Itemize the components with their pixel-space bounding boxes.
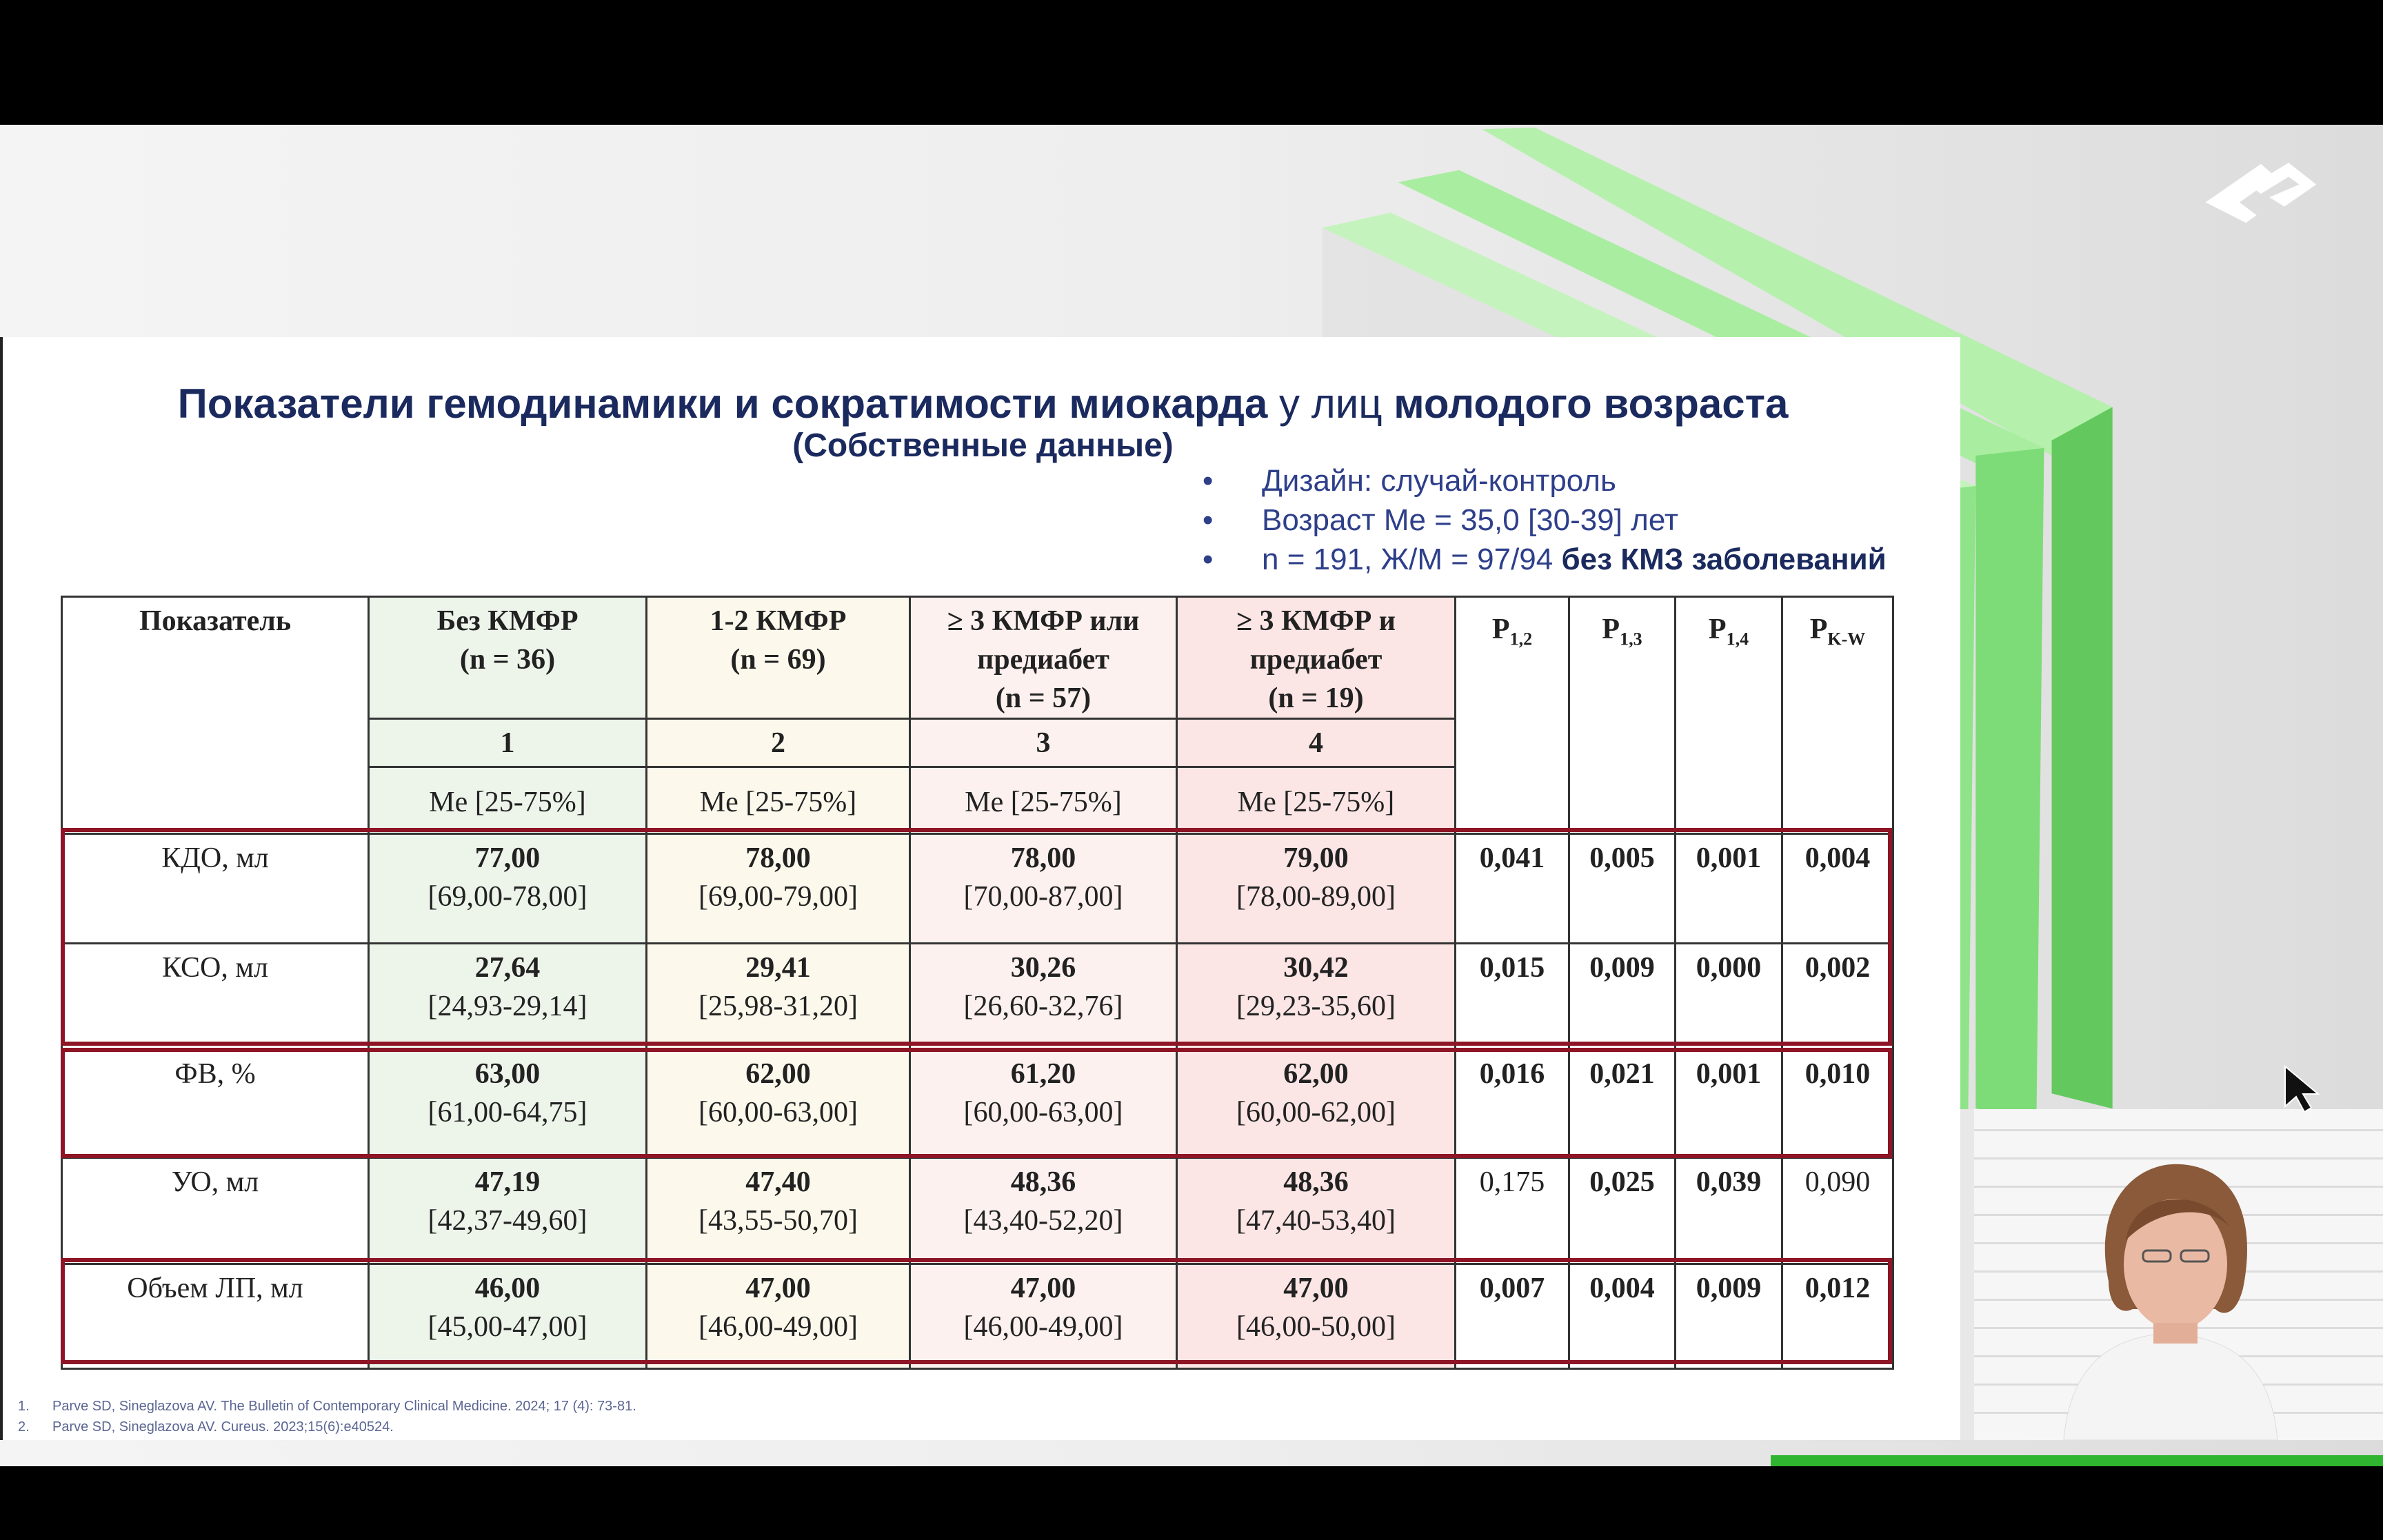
value-cell: [369, 834, 647, 944]
p-subscript: 1,3: [1620, 629, 1642, 649]
value-cell: [910, 834, 1177, 944]
slide-subtitle: (Собственные данные): [792, 427, 1174, 464]
median-value: 27,64: [474, 952, 541, 984]
stat-label: Me [25-75%]: [1177, 767, 1456, 834]
iqr-value: [42,37-49,60]: [428, 1205, 587, 1237]
group-name: ≥ 3 КМФР или предиабет: [947, 605, 1140, 676]
p-value-cell: 0,009: [1676, 1264, 1782, 1369]
table-row: [62, 1158, 1893, 1264]
header-group: [1177, 597, 1456, 719]
results-table: [61, 596, 1894, 1370]
median-value: 47,00: [1283, 1273, 1349, 1304]
iqr-value: [60,00-63,00]: [963, 1097, 1123, 1128]
table-row: [62, 1050, 1893, 1158]
median-value: 30,42: [1283, 952, 1349, 984]
row-label: ФВ, %: [62, 1050, 369, 1158]
p-symbol: P: [1491, 614, 1510, 645]
median-value: 78,00: [1010, 842, 1076, 874]
iqr-value: [61,00-64,75]: [428, 1097, 587, 1128]
value-cell: [647, 1158, 910, 1264]
header-group: [647, 597, 910, 719]
bullet-bold-text: без КМЗ заболеваний: [1561, 543, 1887, 576]
results-table-container: [61, 596, 1892, 1363]
iqr-value: [46,00-49,00]: [698, 1311, 858, 1343]
bullet-item: [1203, 500, 1887, 540]
title-part: молодого возраста: [1394, 381, 1789, 427]
iqr-value: [25,98-31,20]: [698, 991, 858, 1022]
iqr-value: [70,00-87,00]: [963, 881, 1123, 913]
value-cell: [369, 1264, 647, 1369]
row-label: УО, мл: [62, 1158, 369, 1264]
median-value: 62,00: [745, 1058, 811, 1090]
median-value: 78,00: [745, 842, 811, 874]
iqr-value: [46,00-50,00]: [1236, 1311, 1396, 1343]
row-label: КСО, мл: [62, 944, 369, 1050]
footnote-text: Parve SD, Sineglazova AV. The Bulletin of Contemporary Clinical Medicine. 2024; 17 (4): 73-81.: [52, 1399, 636, 1414]
iqr-value: [29,23-35,60]: [1236, 991, 1396, 1022]
value-cell: [647, 1050, 910, 1158]
p-value-cell: 0,021: [1569, 1050, 1676, 1158]
speaker-webcam: [1960, 1109, 2383, 1440]
group-name: 1-2 КМФР: [710, 605, 847, 637]
progress-accent-bar: [1771, 1455, 2383, 1466]
table-row: [62, 944, 1893, 1050]
bullet-text: Дизайн: случай-контроль: [1262, 464, 1616, 498]
group-name: ≥ 3 КМФР и предиабет: [1236, 605, 1396, 676]
median-value: 77,00: [474, 842, 541, 874]
footnote-number: 1.: [18, 1399, 30, 1414]
stat-label: Me [25-75%]: [647, 767, 910, 834]
p-value-cell: 0,002: [1782, 944, 1893, 1050]
median-value: 63,00: [474, 1058, 541, 1090]
header-p-value: [1569, 597, 1676, 834]
bottom-black-bar: [0, 1466, 2383, 1540]
p-subscript: K-W: [1827, 629, 1866, 649]
mouse-cursor-icon: [2284, 1065, 2325, 1113]
p-value-cell: 0,004: [1782, 834, 1893, 944]
footnote: [18, 1419, 394, 1435]
footnote: [18, 1399, 636, 1415]
median-value: 61,20: [1010, 1058, 1076, 1090]
group-n: (n = 19): [1268, 682, 1364, 714]
iqr-value: [60,00-63,00]: [698, 1097, 858, 1128]
header-row: [62, 597, 1893, 719]
bullet-text: Возраст Me = 35,0 [30-39] лет: [1262, 503, 1678, 537]
stat-label: Me [25-75%]: [369, 767, 647, 834]
header-p-value: [1676, 597, 1782, 834]
iqr-value: [69,00-79,00]: [698, 881, 858, 913]
speaker-video-icon: [1960, 1109, 2383, 1440]
iqr-value: [69,00-78,00]: [428, 881, 587, 913]
company-logo-icon: [2193, 145, 2344, 234]
p-value-cell: 0,001: [1676, 834, 1782, 944]
iqr-value: [46,00-49,00]: [963, 1311, 1123, 1343]
p-value-cell: 0,005: [1569, 834, 1676, 944]
p-subscript: 1,2: [1509, 629, 1533, 649]
group-n: (n = 69): [730, 644, 826, 676]
group-number: 4: [1177, 719, 1456, 767]
value-cell: [1177, 834, 1456, 944]
p-value-cell: 0,000: [1676, 944, 1782, 1050]
row-label: КДО, мл: [62, 834, 369, 944]
value-cell: [910, 944, 1177, 1050]
title-part: Показатели гемодинамики и сократимости миокарда: [177, 381, 1268, 427]
header-group: [910, 597, 1177, 719]
header-p-value: [1456, 597, 1569, 834]
p-value-cell: 0,012: [1782, 1264, 1893, 1369]
median-value: 79,00: [1283, 842, 1349, 874]
value-cell: [647, 834, 910, 944]
iqr-value: [43,40-52,20]: [963, 1205, 1123, 1237]
iqr-value: [24,93-29,14]: [428, 991, 587, 1022]
slide: [0, 337, 1960, 1440]
slide-title: [3, 380, 1963, 427]
bullet-item: [1203, 461, 1887, 500]
p-value-cell: 0,041: [1456, 834, 1569, 944]
iqr-value: [45,00-47,00]: [428, 1311, 587, 1343]
median-value: 29,41: [745, 952, 811, 984]
p-value-cell: 0,001: [1676, 1050, 1782, 1158]
p-symbol: P: [1708, 614, 1727, 645]
group-name: Без КМФР: [436, 605, 579, 637]
p-subscript: 1,4: [1726, 629, 1749, 649]
row-label: Объем ЛП, мл: [62, 1264, 369, 1369]
p-value-cell: 0,015: [1456, 944, 1569, 1050]
median-value: 62,00: [1283, 1058, 1349, 1090]
p-value-cell: 0,009: [1569, 944, 1676, 1050]
median-value: 47,00: [1010, 1273, 1076, 1304]
value-cell: [1177, 1158, 1456, 1264]
study-design-bullets: [1203, 461, 1887, 579]
p-symbol: P: [1809, 614, 1828, 645]
value-cell: [647, 944, 910, 1050]
value-cell: [910, 1264, 1177, 1369]
stat-label: Me [25-75%]: [910, 767, 1177, 834]
median-value: 48,36: [1010, 1166, 1076, 1198]
group-number: 2: [647, 719, 910, 767]
value-cell: [369, 1050, 647, 1158]
median-value: 47,00: [745, 1273, 811, 1304]
p-value-cell: 0,010: [1782, 1050, 1893, 1158]
median-value: 47,19: [474, 1166, 541, 1198]
median-value: 47,40: [745, 1166, 811, 1198]
bullet-text: n = 191, Ж/М = 97/94: [1262, 543, 1562, 576]
value-cell: [910, 1050, 1177, 1158]
median-value: 48,36: [1283, 1166, 1349, 1198]
median-value: 30,26: [1010, 952, 1076, 984]
header-p-value: [1782, 597, 1893, 834]
value-cell: [1177, 1050, 1456, 1158]
value-cell: [910, 1158, 1177, 1264]
table-row: [62, 1264, 1893, 1369]
value-cell: [647, 1264, 910, 1369]
p-value-cell: 0,016: [1456, 1050, 1569, 1158]
footnote-text: Parve SD, Sineglazova AV. Cureus. 2023;15(6):e40524.: [52, 1419, 394, 1435]
group-n: (n = 57): [995, 682, 1092, 714]
header-indicator: Показатель: [62, 597, 369, 834]
p-value-cell: 0,090: [1782, 1158, 1893, 1264]
p-value-cell: 0,039: [1676, 1158, 1782, 1264]
iqr-value: [78,00-89,00]: [1236, 881, 1396, 913]
bullet-item: [1203, 540, 1887, 579]
footnote-number: 2.: [18, 1419, 30, 1435]
p-value-cell: 0,175: [1456, 1158, 1569, 1264]
p-symbol: P: [1602, 614, 1620, 645]
value-cell: [1177, 1264, 1456, 1369]
p-value-cell: 0,007: [1456, 1264, 1569, 1369]
p-value-cell: 0,004: [1569, 1264, 1676, 1369]
median-value: 46,00: [474, 1273, 541, 1304]
table-row: [62, 834, 1893, 944]
iqr-value: [26,60-32,76]: [963, 991, 1123, 1022]
header-group: [369, 597, 647, 719]
group-number: 1: [369, 719, 647, 767]
group-number: 3: [910, 719, 1177, 767]
value-cell: [369, 944, 647, 1050]
value-cell: [1177, 944, 1456, 1050]
iqr-value: [60,00-62,00]: [1236, 1097, 1396, 1128]
group-n: (n = 36): [459, 644, 556, 676]
title-part: у лиц: [1267, 381, 1394, 427]
value-cell: [369, 1158, 647, 1264]
p-value-cell: 0,025: [1569, 1158, 1676, 1264]
iqr-value: [47,40-53,40]: [1236, 1205, 1396, 1237]
iqr-value: [43,55-50,70]: [698, 1205, 858, 1237]
